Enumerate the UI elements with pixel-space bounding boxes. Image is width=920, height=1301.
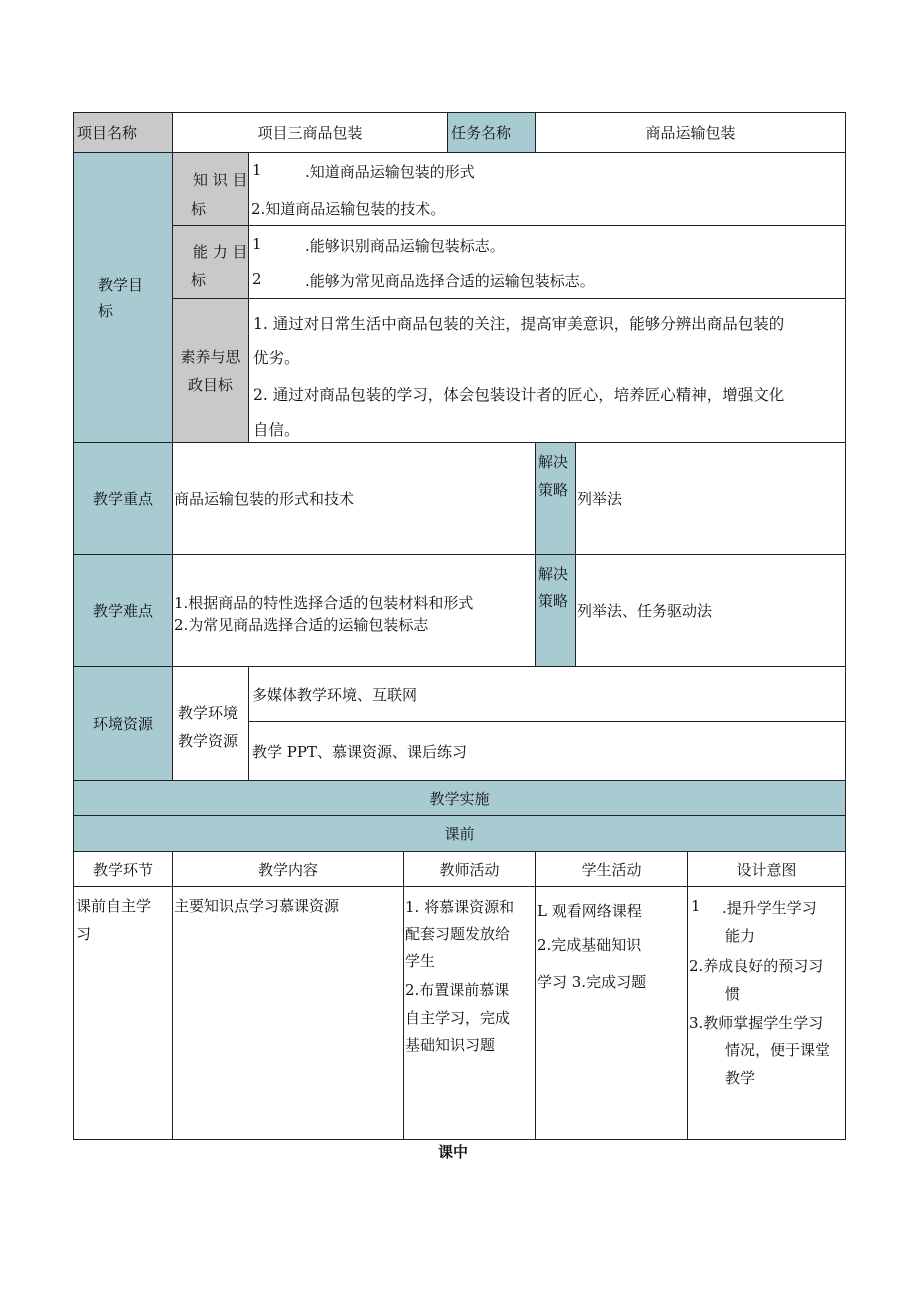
teaching-resources-value <box>248 721 846 781</box>
row1-intent-i1-num: 1 <box>691 897 701 915</box>
difficult-point-label-text: 教学难点 <box>92 602 153 620</box>
ability-label-line1: 能 力 目 <box>193 243 248 261</box>
row1-student-line3: 学习 3.完成习题 <box>537 973 647 991</box>
key-point-content <box>172 442 536 555</box>
key-point-strategy-label <box>535 442 576 555</box>
row1-intent <box>687 886 846 1140</box>
key-point-strategy-text: 列举法 <box>577 490 623 508</box>
difficult-point-strategy <box>575 554 846 667</box>
row1-content-text: 主要知识点学习慕课资源 <box>174 897 340 915</box>
environment-sub-block <box>172 666 249 781</box>
row1-teacher-line5: 自主学习，完成 <box>405 1009 511 1027</box>
row1-teacher-line4: 2.布置课前慕课 <box>405 981 510 999</box>
difficult-point-strategy-label <box>535 554 576 667</box>
difficult-point-content <box>172 554 536 667</box>
teaching-environment-label: 教学环境 <box>178 704 239 722</box>
difficult-strategy-text: 列举法、任务驱动法 <box>577 602 713 620</box>
key-point-label <box>73 442 173 555</box>
col-header-intent-text: 设计意图 <box>736 860 797 879</box>
col-header-teacher <box>403 851 536 887</box>
knowledge-item1-num: 1 <box>252 161 262 179</box>
difficult-point-label <box>73 554 173 667</box>
key-point-strategy-label-line2: 策略 <box>538 481 569 499</box>
task-name-value-text: 商品运输包装 <box>645 124 736 142</box>
difficult-content-line2: 2.为常见商品选择合适的运输包装标志 <box>174 616 429 634</box>
row1-student-line1: L 观看网络课程 <box>537 902 642 920</box>
row1-intent-i3-line2: 情况，便于课堂 <box>725 1041 831 1059</box>
implementation-title: 教学实施 <box>429 789 490 808</box>
col-header-intent <box>687 851 846 887</box>
ability-objective-label <box>172 225 249 299</box>
col-header-stage <box>73 851 173 887</box>
ability-objective-content <box>248 225 846 299</box>
key-point-strategy <box>575 442 846 555</box>
knowledge-item2: 2.知道商品运输包装的技术。 <box>251 200 446 218</box>
project-name-value-text: 项目三商品包装 <box>257 124 363 142</box>
project-name-value <box>172 112 448 153</box>
col-header-content <box>172 851 404 887</box>
task-name-label <box>447 112 536 153</box>
col-header-content-text: 教学内容 <box>257 860 318 879</box>
task-name-label-text: 任务名称 <box>451 124 512 142</box>
literacy-label-line2: 政目标 <box>187 375 233 394</box>
row1-intent-i1-line1: .提升学生学习 <box>722 899 817 917</box>
literacy-p1-line2: 优劣。 <box>253 349 300 367</box>
key-point-strategy-label-line1: 解决 <box>538 453 569 471</box>
difficult-strategy-label-line2: 策略 <box>538 592 569 610</box>
col-header-student <box>535 851 688 887</box>
project-name-label-text: 项目名称 <box>77 124 138 142</box>
literacy-objective-label <box>172 298 249 443</box>
col-header-stage-text: 教学环节 <box>92 860 153 879</box>
ability-item1-num: 1 <box>252 235 262 253</box>
literacy-p2-line1: 2. 通过对商品包装的学习，体会包装设计者的匠心，培养匠心精神，增强文化 <box>253 386 785 404</box>
row1-intent-i3-line1: 3.教师掌握学生学习 <box>689 1014 824 1032</box>
environment-label <box>73 666 173 781</box>
objectives-label-text: 教学目标 <box>98 275 144 320</box>
row1-intent-i2-line1: 2.养成良好的预习习 <box>689 957 824 975</box>
key-point-content-text: 商品运输包装的形式和技术 <box>174 490 355 508</box>
objectives-label <box>73 152 173 443</box>
teaching-environment-value <box>248 666 846 722</box>
pre-class-title: 课前 <box>444 825 475 843</box>
row1-content <box>172 886 404 1140</box>
teaching-resources-value-text: 教学 PPT、慕课资源、课后练习 <box>252 742 467 761</box>
knowledge-label-line1: 知 识 目 <box>193 171 248 189</box>
row1-teacher-line3: 学生 <box>405 952 436 970</box>
row1-student <box>535 886 688 1140</box>
pre-class-bar <box>73 815 846 852</box>
knowledge-objective-content <box>248 152 846 226</box>
ability-item2-text: .能够为常见商品选择合适的运输包装标志。 <box>305 272 595 290</box>
col-header-teacher-text: 教师活动 <box>439 860 500 879</box>
row1-intent-i2-line2: 惯 <box>725 985 741 1003</box>
task-name-value <box>535 112 846 153</box>
implementation-title-bar <box>73 780 846 816</box>
literacy-p1-line1: 1. 通过对日常生活中商品包装的关注，提高审美意识，能够分辨出商品包装的 <box>253 315 785 333</box>
knowledge-objective-label <box>172 152 249 226</box>
row1-stage-line2: 习 <box>76 925 92 943</box>
row1-teacher-line2: 配套习题发放给 <box>405 925 511 943</box>
environment-label-text: 环境资源 <box>92 715 153 733</box>
in-class-heading: 课中 <box>438 1143 469 1161</box>
row1-intent-i3-line3: 教学 <box>725 1069 756 1087</box>
literacy-label-line1: 素养与思 <box>180 347 241 366</box>
teaching-resources-label: 教学资源 <box>178 732 239 750</box>
ability-item1-text: .能够识别商品运输包装标志。 <box>305 237 505 255</box>
literacy-p2-line2: 自信。 <box>253 421 300 439</box>
row1-teacher-line1: 1. 将慕课资源和 <box>405 898 515 916</box>
col-header-student-text: 学生活动 <box>581 860 642 879</box>
key-point-label-text: 教学重点 <box>92 490 153 508</box>
difficult-strategy-label-line1: 解决 <box>538 565 569 583</box>
ability-item2-num: 2 <box>252 270 262 288</box>
knowledge-item1-text: .知道商品运输包装的形式 <box>305 163 475 181</box>
difficult-content-line1: 1.根据商品的特性选择合适的包装材料和形式 <box>174 594 474 612</box>
row1-stage <box>73 886 173 1140</box>
project-name-label <box>73 112 173 153</box>
knowledge-label-line2: 标 <box>191 200 207 218</box>
row1-intent-i1-line2: 能力 <box>725 927 756 945</box>
row1-stage-line1: 课前自主学 <box>76 897 152 915</box>
row1-teacher <box>403 886 536 1140</box>
row1-teacher-line6: 基础知识习题 <box>405 1036 496 1054</box>
row1-student-line2: 2.完成基础知识 <box>537 936 642 954</box>
literacy-objective-content <box>248 298 846 443</box>
teaching-environment-value-text: 多媒体教学环境、互联网 <box>252 685 418 704</box>
ability-label-line2: 标 <box>191 271 207 289</box>
